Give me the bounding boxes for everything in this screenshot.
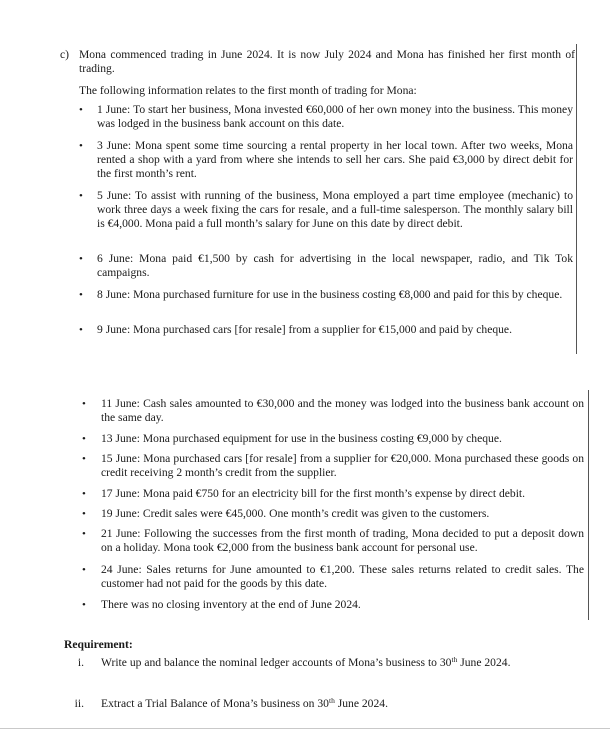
bullet-icon: •	[79, 324, 83, 336]
ordinal-suffix: th	[451, 655, 458, 664]
bullet-icon: •	[82, 508, 86, 520]
bullet-icon: •	[79, 253, 83, 265]
question-c-intro	[60, 48, 575, 76]
list-item	[79, 189, 573, 231]
requirement-number: ii.	[74, 697, 84, 710]
bullet-icon: •	[82, 599, 86, 611]
list-item	[79, 139, 573, 181]
subheading: The following information relates to the first month of trading for Mona:	[79, 84, 417, 97]
item-text: 3 June: Mona spent some time sourcing a rental property in her local town. After two weeks, Mona rented a shop with a yard from where she intends to sell her cars. She paid €3,000 by direct debit for the first month’s rent.	[97, 139, 573, 180]
item-text: 9 June: Mona purchased cars [for resale] from a supplier for €15,000 and paid by cheque.	[97, 323, 512, 336]
requirement-text	[101, 697, 388, 711]
page2-right-border	[588, 390, 589, 620]
requirement-heading: Requirement:	[64, 638, 133, 651]
bullet-icon: •	[79, 140, 83, 152]
ordinal-suffix: th	[328, 696, 335, 705]
list-item	[82, 432, 584, 446]
bullet-icon: •	[79, 289, 83, 301]
item-text: 19 June: Credit sales were €45,000. One month’s credit was given to the customers.	[101, 507, 490, 520]
bullet-icon: •	[82, 488, 86, 500]
intro-text: Mona commenced trading in June 2024. It is now July 2024 and Mona has finished her first month of trading.	[79, 48, 575, 75]
item-text: There was no closing inventory at the end of June 2024.	[101, 598, 361, 611]
requirement-text	[101, 656, 510, 670]
item-text: 21 June: Following the successes from the first month of trading, Mona decided to put a deposit down on a holiday. Mona took €2,000 from the business bank account for personal use.	[101, 527, 584, 554]
bullet-icon: •	[82, 564, 86, 576]
page1-right-border	[576, 44, 577, 354]
list-item	[82, 507, 584, 521]
list-item	[79, 323, 573, 337]
item-text: 24 June: Sales returns for June amounted to €1,200. These sales returns related to credit sales. The customer had not paid for the goods by this date.	[101, 563, 584, 590]
requirement-text-main: Write up and balance the nominal ledger accounts of Mona’s business to 30	[101, 656, 452, 669]
bullet-icon: •	[82, 433, 86, 445]
list-item	[82, 487, 584, 501]
question-label: c)	[60, 48, 70, 61]
requirement-text-end: June 2024.	[334, 697, 388, 710]
item-text: 8 June: Mona purchased furniture for use in the business costing €8,000 and paid for this by cheque.	[97, 288, 563, 301]
list-item	[82, 452, 584, 480]
item-text: 11 June: Cash sales amounted to €30,000 and the money was lodged into the business bank account on the same day.	[101, 397, 584, 424]
bullet-icon: •	[82, 528, 86, 540]
list-item	[79, 252, 573, 280]
item-text: 13 June: Mona purchased equipment for use in the business costing €9,000 by cheque.	[101, 432, 502, 445]
requirement-text-end: June 2024.	[457, 656, 511, 669]
item-text: 17 June: Mona paid €750 for an electricity bill for the first month’s expense by direct debit.	[101, 487, 526, 500]
list-item	[82, 598, 584, 612]
bullet-icon: •	[79, 190, 83, 202]
list-item	[82, 527, 584, 555]
bullet-icon: •	[82, 398, 86, 410]
requirement-number: i.	[77, 656, 84, 669]
requirement-text-main: Extract a Trial Balance of Mona’s business on 30	[101, 697, 329, 710]
list-item	[82, 563, 584, 591]
list-item	[79, 103, 573, 131]
item-text: 15 June: Mona purchased cars [for resale] from a supplier for €20,000. Mona purchased these goods on credit receiving 2 month’s credit from the supplier.	[101, 452, 584, 479]
item-text: 1 June: To start her business, Mona invested €60,000 of her own money into the business. This money was lodged in the business bank account on this date.	[97, 103, 573, 130]
list-item	[82, 397, 584, 425]
item-text: 5 June: To assist with running of the business, Mona employed a part time employee (mechanic) to work three days a week fixing the cars for resale, and a full-time salesperson. The monthly salary bill is €4,000. Mona paid a full month’s salary for June on this date by direct debit.	[97, 189, 573, 230]
item-text: 6 June: Mona paid €1,500 by cash for advertising in the local newspaper, radio, and Tik Tok campaigns.	[97, 252, 573, 279]
bullet-icon: •	[79, 104, 83, 116]
page-bottom-rule	[0, 728, 610, 729]
list-item	[79, 288, 573, 302]
bullet-icon: •	[82, 453, 86, 465]
